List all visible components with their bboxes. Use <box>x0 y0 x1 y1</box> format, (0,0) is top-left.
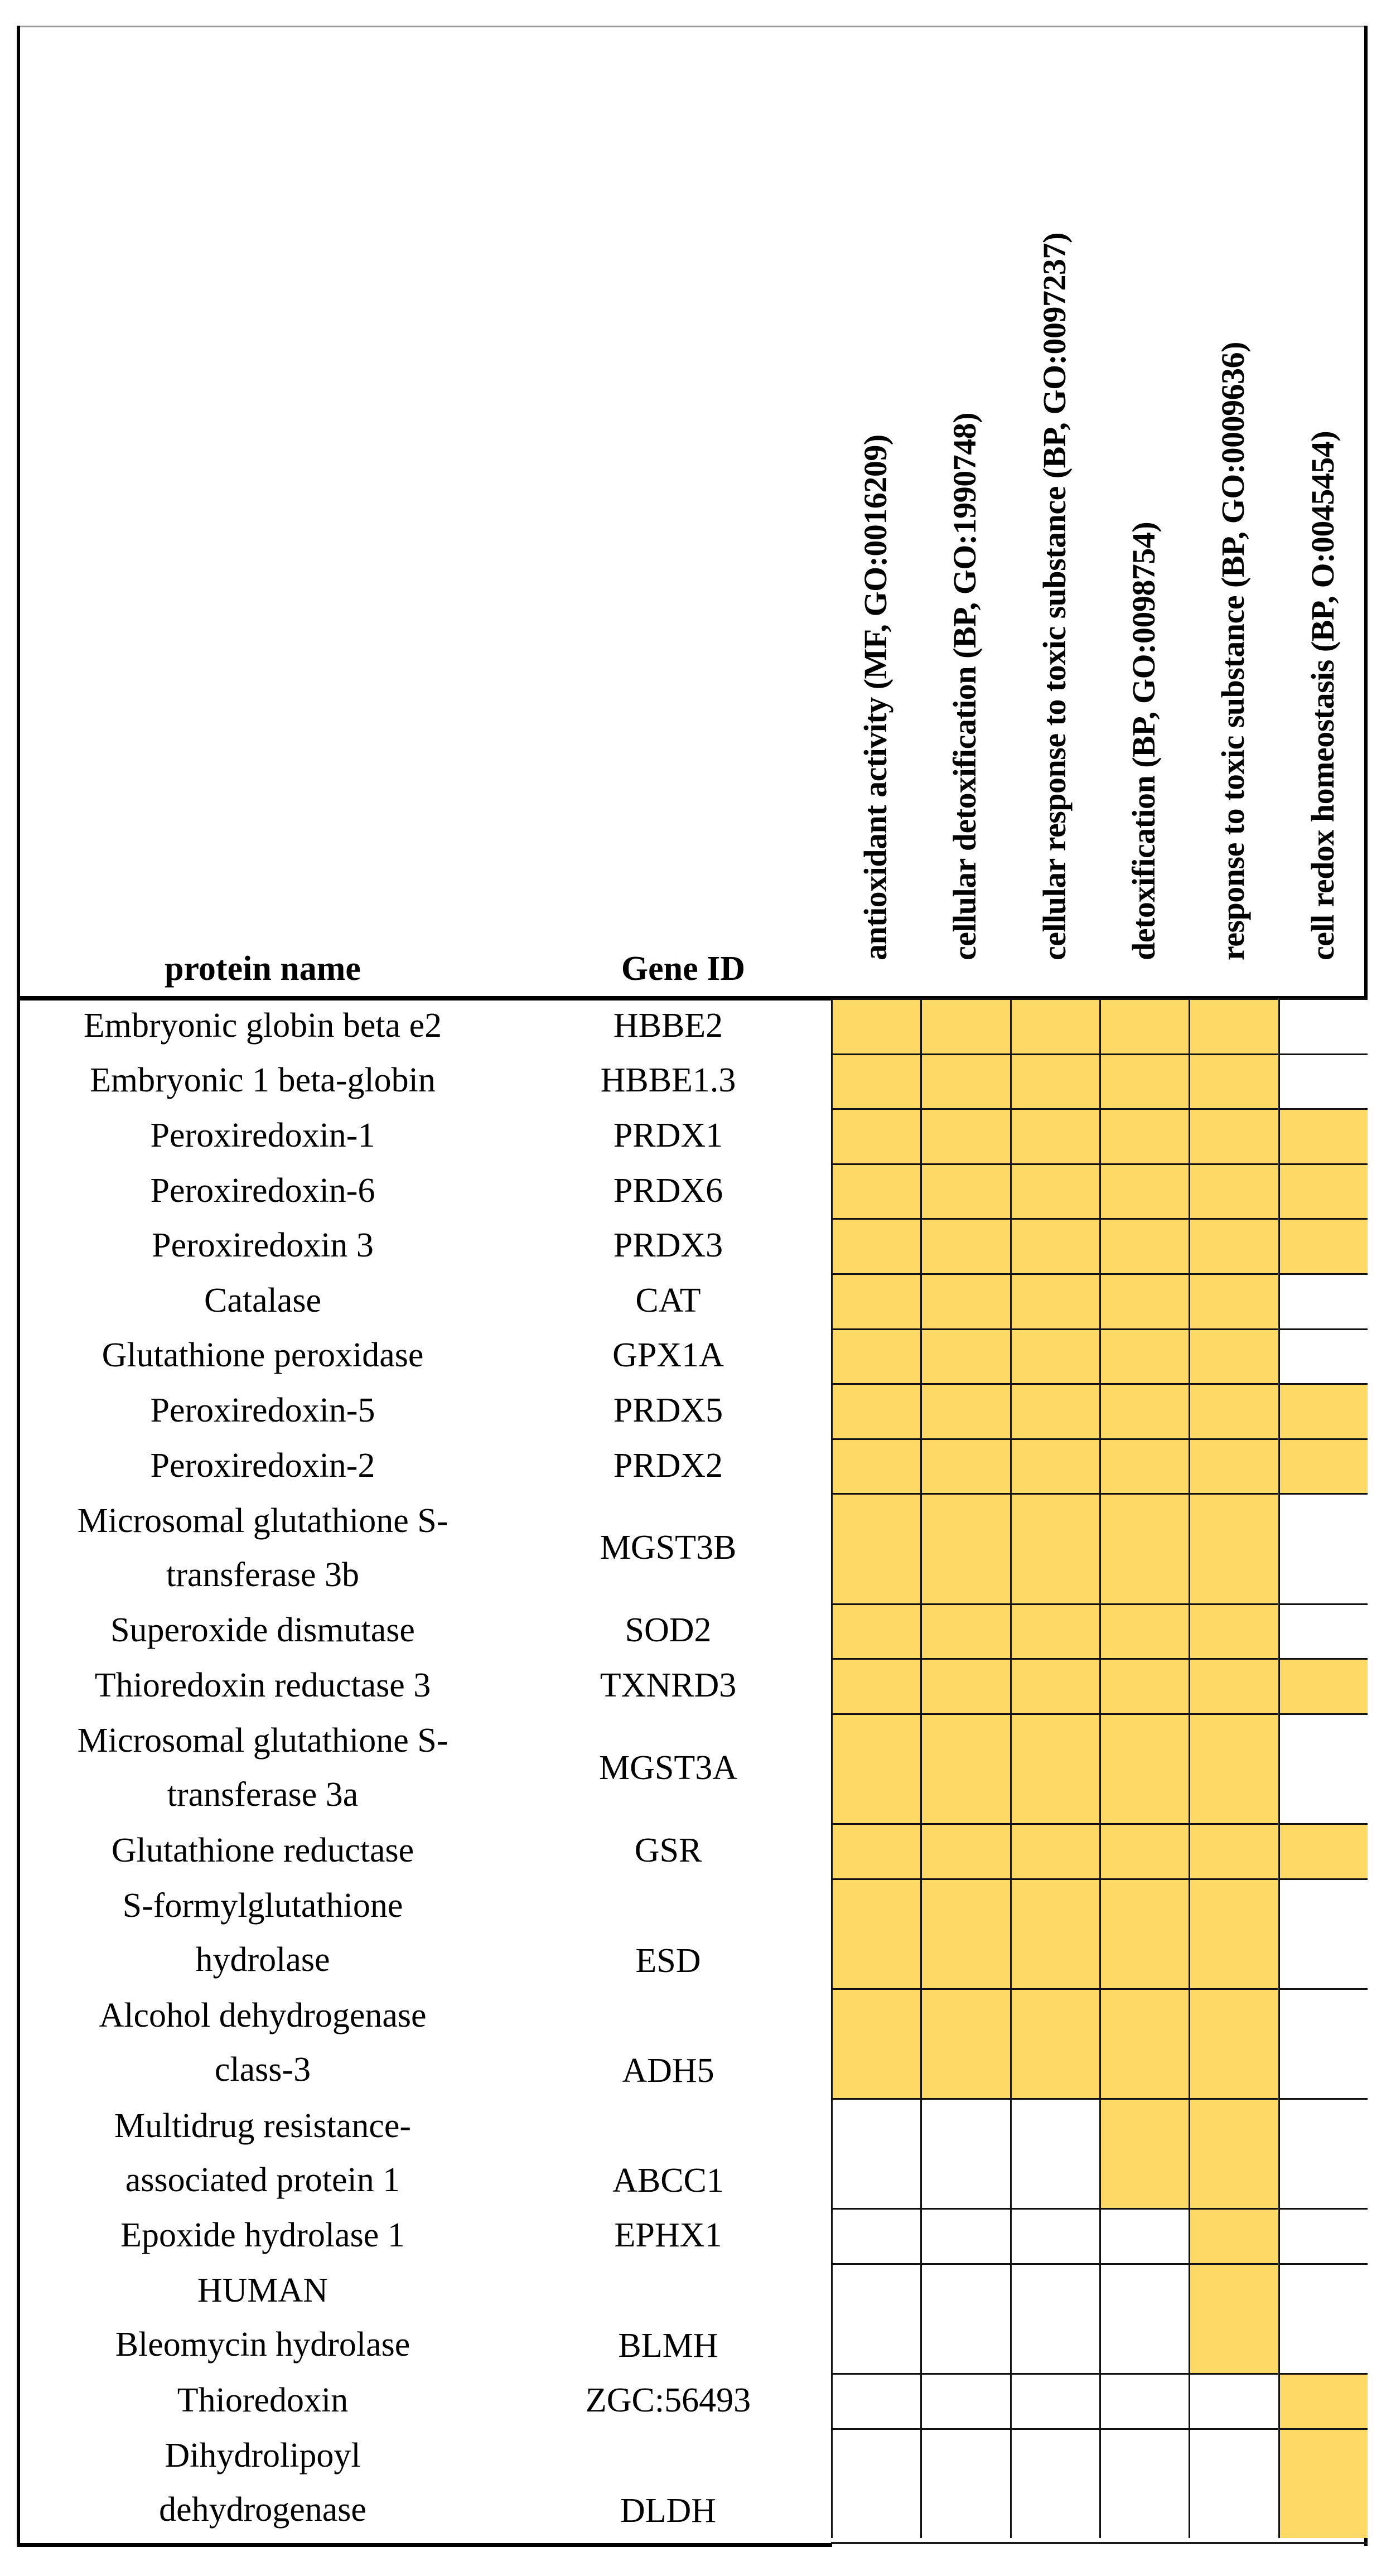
go-annotated-cell <box>1189 1163 1278 1219</box>
protein-name-line: associated protein 1 <box>125 2161 400 2199</box>
protein-name-line: Catalase <box>204 1281 321 1320</box>
table-row <box>20 1658 1364 1713</box>
gene-id-cell: EPHX1 <box>614 2216 722 2254</box>
protein-name-line: HUMAN <box>197 2271 329 2310</box>
go-annotated-cell <box>1010 1053 1099 1109</box>
go-annotated-cell <box>920 1988 1009 2098</box>
go-annotated-cell <box>1099 2098 1189 2208</box>
go-annotated-cell <box>1099 1658 1189 1713</box>
go-annotated-cell <box>831 1493 920 1603</box>
go-annotated-cell <box>920 1878 1009 1988</box>
protein-name-cell <box>20 2263 505 2373</box>
protein-name-line: Peroxiredoxin-6 <box>150 1171 375 1210</box>
go-annotated-cell <box>831 1163 920 1219</box>
go-annotated-cell <box>1189 1988 1278 2098</box>
go-empty-cell <box>1099 2373 1189 2428</box>
go-annotated-cell <box>1099 1988 1189 2098</box>
go-empty-cell <box>920 2263 1009 2373</box>
go-annotated-cell <box>1099 1383 1189 1438</box>
gene-id-cell: PRDX5 <box>613 1391 723 1429</box>
go-annotated-cell <box>831 1273 920 1328</box>
gene-id-cell: BLMH <box>618 2326 718 2365</box>
go-empty-cell <box>1278 1053 1368 1109</box>
header-go-label: cellular response to toxic substance (BP, GO:0097237) <box>1036 233 1073 960</box>
go-annotated-cell <box>1189 2098 1278 2208</box>
go-annotated-cell <box>1099 1713 1189 1823</box>
go-annotated-cell <box>1099 1438 1189 1494</box>
go-annotated-cell <box>1010 1988 1099 2098</box>
gene-id-cell: ZGC:56493 <box>585 2381 751 2419</box>
go-annotated-cell <box>1010 1603 1099 1659</box>
gene-id-cell: PRDX1 <box>613 1116 723 1154</box>
protein-name-line: Thioredoxin reductase 3 <box>94 1666 431 1704</box>
go-annotated-cell <box>1189 1218 1278 1273</box>
go-annotated-cell <box>1099 1823 1189 1878</box>
go-annotated-cell <box>831 1988 920 2098</box>
go-empty-cell <box>1278 1988 1368 2098</box>
go-empty-cell <box>1099 2263 1189 2373</box>
go-annotated-cell <box>1099 1163 1189 1219</box>
go-annotated-cell <box>1099 1218 1189 1273</box>
protein-name-line: Peroxiredoxin-2 <box>150 1446 375 1485</box>
protein-name-cell <box>20 1438 505 1494</box>
protein-name-cell <box>20 1108 505 1163</box>
go-annotated-cell <box>1010 1218 1099 1273</box>
table-row <box>20 1328 1364 1384</box>
header-go-label: antioxidant activity (MF, GO:0016209) <box>857 434 893 960</box>
gene-id-cell: ESD <box>635 1941 701 1980</box>
go-annotated-cell <box>1189 2208 1278 2263</box>
gene-id-cell: ADH5 <box>622 2051 714 2090</box>
go-annotated-cell <box>1189 998 1278 1053</box>
go-annotated-cell <box>1010 1108 1099 1163</box>
protein-name-line: Thioredoxin <box>177 2381 349 2419</box>
protein-name-line: Peroxiredoxin-1 <box>150 1116 375 1154</box>
protein-name-line: Peroxiredoxin-5 <box>150 1391 375 1429</box>
go-empty-cell <box>1010 2373 1099 2428</box>
go-annotated-cell <box>920 1053 1009 1109</box>
protein-name-cell <box>20 1658 505 1713</box>
go-annotated-cell <box>1189 1108 1278 1163</box>
protein-name-line: Dihydrolipoyl <box>165 2437 361 2475</box>
protein-name-cell <box>20 1273 505 1328</box>
protein-name-line: class-3 <box>214 2051 311 2089</box>
table-row <box>20 1383 1364 1438</box>
gene-id-cell: GSR <box>634 1831 702 1869</box>
go-empty-cell <box>1278 998 1368 1053</box>
gene-id-cell: GPX1A <box>612 1336 724 1375</box>
protein-name-cell <box>20 1823 505 1878</box>
go-annotated-cell <box>1189 1273 1278 1328</box>
go-annotated-cell <box>1010 998 1099 1053</box>
go-annotated-cell <box>1010 1328 1099 1384</box>
go-empty-cell <box>1278 1713 1368 1823</box>
protein-name-line: transferase 3a <box>167 1776 359 1814</box>
go-empty-cell <box>1278 1273 1368 1328</box>
header-gene-id: Gene ID <box>621 950 746 988</box>
go-empty-cell <box>1278 1493 1368 1603</box>
protein-name-cell <box>20 1878 505 1988</box>
go-annotated-cell <box>920 1328 1009 1384</box>
protein-name-cell <box>20 2208 505 2263</box>
header-go-label: detoxification (BP, GO:0098754) <box>1126 521 1162 960</box>
go-annotated-cell <box>1278 1383 1368 1438</box>
table-row <box>20 1218 1364 1273</box>
go-annotated-cell <box>1189 1493 1278 1603</box>
table-row <box>20 1438 1364 1494</box>
go-annotated-cell <box>831 1603 920 1659</box>
go-annotated-cell <box>831 1328 920 1384</box>
table-row <box>20 998 1364 1053</box>
go-annotated-cell <box>1189 1823 1278 1878</box>
header-go-cellular-detoxification <box>920 26 1009 996</box>
go-annotated-cell <box>1278 1108 1368 1163</box>
table-row <box>20 1273 1364 1328</box>
gene-id-cell: HBBE2 <box>613 1006 723 1045</box>
go-empty-cell <box>1278 1328 1368 1384</box>
header-go-label: cell redox homeostasis (BP, O:0045454) <box>1305 431 1341 960</box>
header-go-cell-redox-homeostasis <box>1278 26 1368 996</box>
go-empty-cell <box>920 2098 1009 2208</box>
go-annotated-cell <box>1099 1603 1189 1659</box>
protein-name-line: Embryonic 1 beta-globin <box>90 1061 436 1100</box>
protein-name-cell <box>20 1053 505 1109</box>
go-annotated-cell <box>1099 1053 1189 1109</box>
go-empty-cell <box>1278 2263 1368 2373</box>
table-row <box>20 1493 1364 1603</box>
go-annotated-cell <box>831 1823 920 1878</box>
go-empty-cell <box>1189 2428 1278 2538</box>
header-go-cellular-response-toxic <box>1010 26 1099 996</box>
gene-id-cell: MGST3B <box>600 1529 737 1567</box>
protein-name-cell <box>20 1493 505 1603</box>
go-annotated-cell <box>1099 1108 1189 1163</box>
go-empty-cell <box>831 2428 920 2538</box>
go-annotated-cell <box>1278 2428 1368 2538</box>
go-empty-cell <box>1010 2263 1099 2373</box>
go-empty-cell <box>831 2098 920 2208</box>
go-annotated-cell <box>920 1273 1009 1328</box>
go-annotated-cell <box>1189 1713 1278 1823</box>
go-annotated-cell <box>920 1218 1009 1273</box>
header-go-label: response to toxic substance (BP, GO:0009636) <box>1215 342 1251 960</box>
gene-id-cell: DLDH <box>620 2491 717 2530</box>
go-annotated-cell <box>920 1713 1009 1823</box>
table-row <box>20 2373 1364 2428</box>
go-annotated-cell <box>1099 1878 1189 1988</box>
go-annotated-cell <box>1010 1273 1099 1328</box>
table-row <box>20 1878 1364 1988</box>
go-empty-cell <box>831 2373 920 2428</box>
go-empty-cell <box>831 2263 920 2373</box>
protein-name-line: Epoxide hydrolase 1 <box>120 2216 405 2254</box>
go-annotated-cell <box>1099 1273 1189 1328</box>
header-protein-name: protein name <box>165 950 361 988</box>
go-empty-cell <box>1278 2098 1368 2208</box>
go-empty-cell <box>1099 2428 1189 2538</box>
gene-id-cell: HBBE1.3 <box>600 1061 736 1100</box>
go-annotated-cell <box>1278 1823 1368 1878</box>
go-empty-cell <box>920 2208 1009 2263</box>
go-annotated-cell <box>1099 1493 1189 1603</box>
header-go-antioxidant-activity <box>831 26 920 996</box>
go-annotated-cell <box>920 1163 1009 1219</box>
protein-name-cell <box>20 1383 505 1438</box>
protein-name-cell <box>20 1218 505 1273</box>
go-empty-cell <box>831 2208 920 2263</box>
protein-name-cell <box>20 998 505 1053</box>
go-empty-cell <box>1010 2208 1099 2263</box>
table-row <box>20 1988 1364 2098</box>
protein-name-line: Embryonic globin beta e2 <box>83 1006 442 1045</box>
go-annotated-cell <box>1189 1053 1278 1109</box>
protein-name-line: Glutathione peroxidase <box>102 1336 424 1375</box>
gene-id-cell: PRDX3 <box>613 1226 723 1265</box>
gene-id-cell: PRDX6 <box>613 1171 723 1210</box>
protein-name-line: dehydrogenase <box>159 2491 366 2529</box>
go-annotated-cell <box>831 1053 920 1109</box>
header-go-response-toxic <box>1189 26 1278 996</box>
protein-name-cell <box>20 1163 505 1219</box>
protein-name-line: Microsomal glutathione S- <box>77 1501 448 1540</box>
gene-id-cell: PRDX2 <box>613 1446 723 1485</box>
protein-name-line: Bleomycin hydrolase <box>115 2326 410 2364</box>
go-annotated-cell <box>920 1438 1009 1494</box>
table-row <box>20 1163 1364 1219</box>
table-bottom-border <box>17 2543 832 2547</box>
go-annotated-cell <box>1010 1823 1099 1878</box>
protein-name-cell <box>20 1988 505 2098</box>
go-annotated-cell <box>831 998 920 1053</box>
protein-name-line: Peroxiredoxin 3 <box>152 1226 374 1265</box>
protein-name-cell <box>20 1603 505 1659</box>
go-annotated-cell <box>920 1658 1009 1713</box>
go-empty-cell <box>1099 2208 1189 2263</box>
go-annotated-cell <box>831 1108 920 1163</box>
go-annotated-cell <box>1010 1163 1099 1219</box>
go-empty-cell <box>1189 2373 1278 2428</box>
protein-name-line: Superoxide dismutase <box>110 1611 415 1650</box>
go-annotated-cell <box>1010 1383 1099 1438</box>
go-annotated-cell <box>1010 1493 1099 1603</box>
protein-name-cell <box>20 1328 505 1384</box>
protein-name-cell <box>20 1713 505 1823</box>
protein-name-line: Microsomal glutathione S- <box>77 1722 448 1760</box>
go-annotated-cell <box>831 1438 920 1494</box>
protein-name-line: transferase 3b <box>166 1555 359 1594</box>
go-annotated-cell <box>1278 1658 1368 1713</box>
table-bottom-border-data <box>831 2542 1368 2544</box>
go-annotated-cell <box>920 1823 1009 1878</box>
go-empty-cell <box>1278 1603 1368 1659</box>
gene-id-cell: ABCC1 <box>612 2162 724 2200</box>
protein-name-cell <box>20 2373 505 2428</box>
protein-name-line: S-formylglutathione <box>122 1887 403 1925</box>
gene-id-cell: TXNRD3 <box>600 1666 737 1704</box>
go-annotated-cell <box>1010 1713 1099 1823</box>
go-annotated-cell <box>831 1218 920 1273</box>
table-row <box>20 2098 1364 2208</box>
table-row <box>20 1823 1364 1878</box>
table-row <box>20 1053 1364 1109</box>
gene-id-cell: CAT <box>635 1281 701 1320</box>
header-go-label: cellular detoxification (BP, GO:1990748) <box>946 412 983 960</box>
protein-name-line: Multidrug resistance- <box>114 2106 412 2145</box>
protein-name-cell <box>20 2428 505 2538</box>
go-annotated-cell <box>1189 1878 1278 1988</box>
go-annotated-cell <box>831 1383 920 1438</box>
go-annotated-cell <box>1189 1438 1278 1494</box>
go-annotated-cell <box>1189 1383 1278 1438</box>
go-annotated-cell <box>920 1603 1009 1659</box>
go-annotated-cell <box>1010 1438 1099 1494</box>
go-annotated-cell <box>1278 1163 1368 1219</box>
go-empty-cell <box>920 2428 1009 2538</box>
go-empty-cell <box>1010 2428 1099 2538</box>
go-annotated-cell <box>920 1493 1009 1603</box>
header-go-detoxification <box>1099 26 1189 996</box>
protein-name-cell <box>20 2098 505 2208</box>
go-empty-cell <box>920 2373 1009 2428</box>
go-annotated-cell <box>1189 2263 1278 2373</box>
go-annotated-cell <box>1099 998 1189 1053</box>
go-annotated-cell <box>1278 2373 1368 2428</box>
gene-id-cell: SOD2 <box>625 1611 712 1650</box>
go-annotated-cell <box>831 1658 920 1713</box>
go-annotated-cell <box>1189 1603 1278 1659</box>
table-row <box>20 2208 1364 2263</box>
go-annotated-cell <box>1278 1438 1368 1494</box>
table-row <box>20 1713 1364 1823</box>
go-annotated-cell <box>1278 1218 1368 1273</box>
protein-name-line: hydrolase <box>195 1941 330 1979</box>
protein-name-line: Alcohol dehydrogenase <box>99 1997 427 2035</box>
table-row <box>20 1603 1364 1659</box>
go-annotated-cell <box>920 1108 1009 1163</box>
go-annotated-cell <box>1010 1658 1099 1713</box>
table-row <box>20 2428 1364 2538</box>
go-annotated-cell <box>1189 1658 1278 1713</box>
go-empty-cell <box>1278 1878 1368 1988</box>
go-annotated-cell <box>1189 1328 1278 1384</box>
gene-id-cell: MGST3A <box>598 1748 738 1787</box>
go-annotated-cell <box>920 1383 1009 1438</box>
table-row <box>20 1108 1364 1163</box>
go-empty-cell <box>1278 2208 1368 2263</box>
go-empty-cell <box>1010 2098 1099 2208</box>
table-row <box>20 2263 1364 2373</box>
go-annotated-cell <box>1010 1878 1099 1988</box>
go-annotated-cell <box>831 1713 920 1823</box>
protein-name-line: Glutathione reductase <box>111 1831 414 1869</box>
go-annotated-cell <box>831 1878 920 1988</box>
go-annotated-cell <box>920 998 1009 1053</box>
go-annotated-cell <box>1099 1328 1189 1384</box>
